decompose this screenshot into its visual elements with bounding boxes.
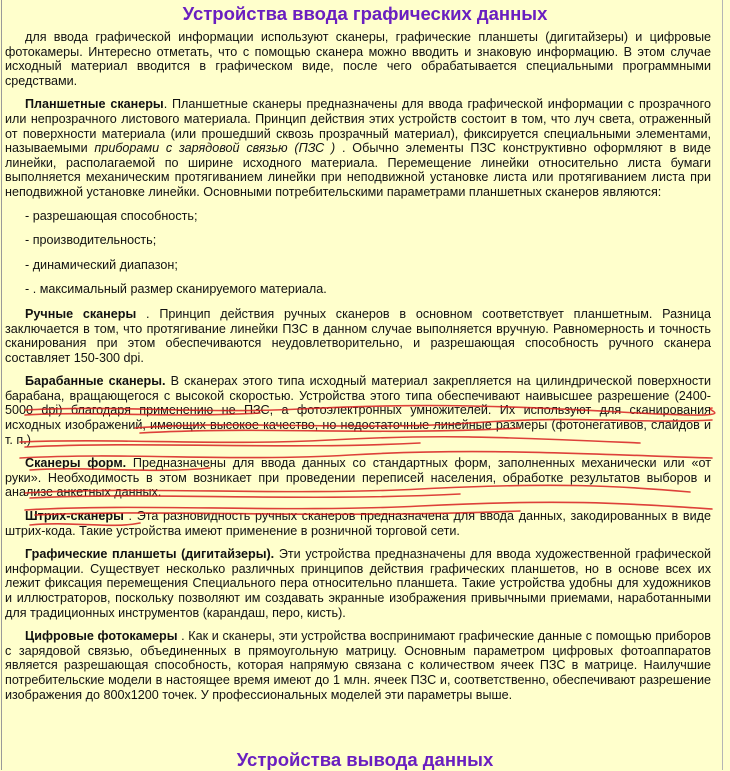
- left-border: [1, 0, 2, 770]
- tablets-title: Графические планшеты (дигитайзеры).: [25, 547, 275, 562]
- heading-output-devices: Устройства вывода данных: [236, 749, 494, 770]
- cameras-title: Цифровые фотокамеры: [25, 629, 178, 644]
- heading-input-devices: Устройства ввода графических данных: [182, 3, 548, 24]
- flatbed-paragraph: [5, 97, 711, 199]
- cameras-text: . Как и сканеры, эти устройства воспринимают графические данные с помощью приборов с зарядовой связью, объединенных в прямоугольную матрицу. Основным параметром цифровых фотоаппаратов является разрешающая способность, которая напрямую связана с количеством ячеек ПЗС в матрице. Наилучшие потребительские модели в настоящее время имеют до 1 млн. ячеек ПЗС и, соответственно, обеспечивают разрешение изображения до 800х1200 точек. У профессиональных моделей эти параметры выше.: [5, 629, 711, 702]
- list-item: - динамический диапазон;: [25, 257, 178, 272]
- flatbed-text-b: . Обычно элементы ПЗС конструктивно оформляют в виде линейки, располагаемой по ширине исходного материала. Перемещение линейки относительно листа бумаги выполняется механическим протягиванием линейки при неподвижной установке листа или протягиванием листа при неподвижной установке линейки. Основными потребительскими параметрами планшетных сканеров являются:: [5, 141, 712, 199]
- drum-title: Барабанные сканеры.: [25, 374, 166, 389]
- forms-text: Предназначены для ввода данных со стандартных форм, заполненных механически или «от руки». Необходимость в этом возникает при проведении переписей населения, обработке результатов выборов и анализе анкетных данных.: [5, 456, 711, 500]
- flatbed-term: приборами с зарядовой связью (ПЗС ): [94, 141, 336, 156]
- handheld-title: Ручные сканеры: [25, 306, 137, 321]
- handheld-paragraph: [5, 307, 711, 365]
- flatbed-text-a: . Планшетные сканеры предназначены для ввода графической информации с прозрачного или непрозрачного листового материала. Принцип действия этих устройств состоит в том, что луч света, отраженный от поверхности материала (или прошедший сквозь прозрачный материал), фиксируется специальными элементами, называемыми: [5, 97, 712, 156]
- barcode-text: . Эта разновидность ручных сканеров предназначена для ввода данных, закодированных в виде штрих-кода. Такие устройства имеют применение в розничной торговой сети.: [5, 509, 711, 538]
- flatbed-title: Планшетные сканеры: [25, 97, 164, 112]
- barcode-title: Штрих-сканеры: [25, 509, 124, 524]
- forms-title: Сканеры форм.: [25, 456, 127, 471]
- list-item: - производительность;: [25, 233, 157, 248]
- intro-paragraph: для ввода графической информации используют сканеры, графические планшеты (дигитайзеры) и цифровые фотокамеры. Интересно отметать, что с помощью сканера можно вводить и знаковую информацию. В этом случае исходный материал вводится в графическом виде, после чего обрабатывается специальными программными средствами.: [5, 30, 711, 88]
- cameras-paragraph: [5, 629, 711, 702]
- drum-text: В сканерах этого типа исходный материал закрепляется на цилиндрической поверхности барабана, вращающегося с высокой скоростью. Устройства этого типа обеспечивают наивысшее разрешение (2400-5000 dpi) благодаря применению не ПЗС, а фотоэлектронных умножителей. Их используют для сканирования исходных изображений, имеющих высокое качество, но недостаточные линейные размеры (фотонегативов, слайдов и т. п.): [5, 374, 711, 447]
- list-item: - . максимальный размер сканируемого материала.: [25, 282, 327, 297]
- article-body: [5, 30, 711, 711]
- drum-paragraph: [5, 374, 711, 447]
- list-item: - разрешающая способность;: [25, 208, 198, 223]
- tablets-paragraph: [5, 547, 711, 620]
- barcode-paragraph: [5, 509, 711, 538]
- handheld-text: . Принцип действия ручных сканеров в основном соответствует планшетным. Разница заключается в том, что протягивание линейки ПЗС в данном случае выполняется вручную. Равномерность и точность сканирования при этом обеспечиваются неудовлетворительно, и разрешающая способность ручного сканера составляет 150-300 dpi.: [5, 306, 712, 365]
- forms-paragraph: [5, 456, 711, 500]
- tablets-text: Эти устройства предназначены для ввода художественной графической информации. Существует несколько различных принципов действия графических планшетов, но в основе всех их лежит фиксация перемещения Специального пера относительно планшета. Такие устройства удобны для художников и иллюстраторов, поскольку позволяют им создавать экранные изображения привычными приемами, наработанными для традиционных инструментов (карандаш, перо, кисть).: [5, 547, 711, 620]
- right-border: [722, 0, 723, 770]
